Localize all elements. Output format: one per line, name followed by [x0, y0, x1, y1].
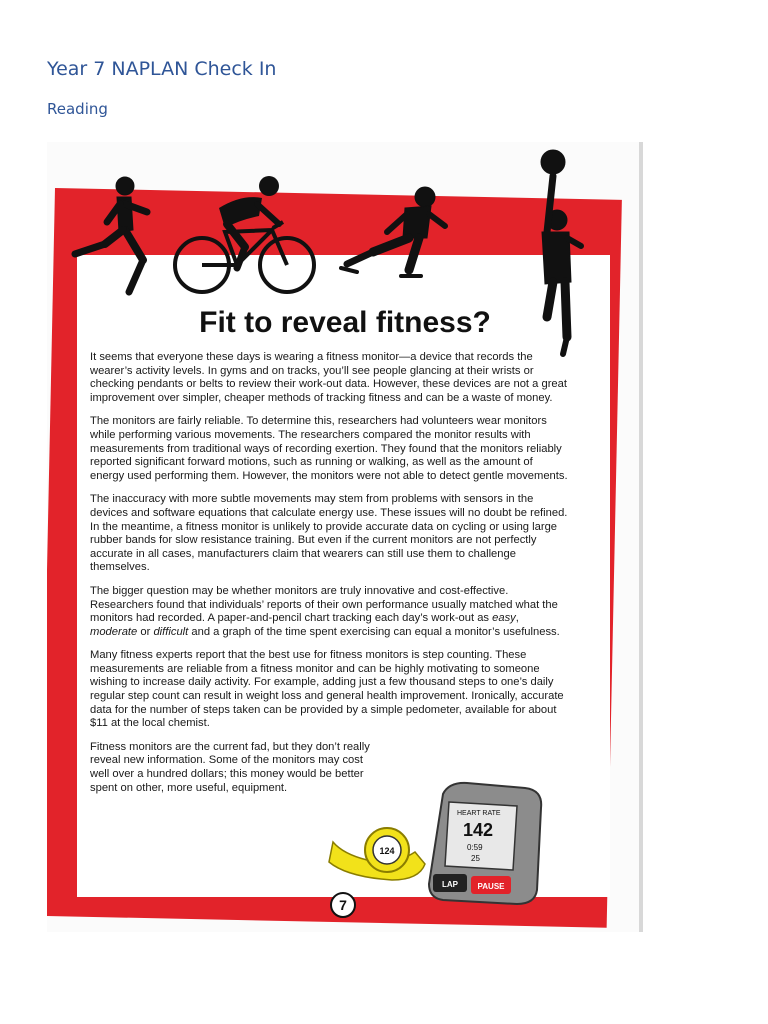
monitor-heart-rate: 142 [463, 820, 494, 840]
paragraph-2: The monitors are fairly reliable. To determine this, researchers had volunteers wear monitors while performing various movements. The researchers compared the monitor results with measurements from traditional ways of recording exertion. They found that the monitors reliably reported significant forward motions, such as running or walking, as well as the amount of energy used performing them. However, the monitors were not able to detect gentle movements. [90, 415, 568, 482]
emphasis-easy: easy [492, 612, 516, 625]
emphasis-moderate: moderate [90, 625, 138, 638]
monitor-line-1: 0:59 [467, 843, 483, 852]
lap-button-label: LAP [442, 880, 458, 889]
fitness-devices [47, 142, 643, 932]
wrist-watch-illustration [329, 828, 425, 880]
monitor-screen-label: HEART RATE [457, 810, 501, 817]
paragraph-1: It seems that everyone these days is wearing a fitness monitor—a device that records the wearer’s activity levels. In gyms and on tracks, you’ll see people glancing at their wrists or checking pendants or belts to review their work-out data. However, these devices are not a great improvement over simpler, cheaper methods of tracking fitness and can be a waste of money. [90, 351, 567, 404]
scanned-page [47, 142, 643, 932]
paragraph-4-or: or [137, 625, 154, 638]
emphasis-difficult: difficult [153, 625, 189, 638]
pause-button-label: PAUSE [477, 882, 505, 891]
document-subtitle: Reading [47, 100, 108, 118]
article-heading: Fit to reveal fitness? [199, 306, 491, 339]
page-number: 7 [330, 892, 356, 918]
paragraph-4-comma: , [515, 612, 519, 625]
paragraph-4-text-a: The bigger question may be whether monitors are truly innovative and cost-effective. Researchers found that individuals’ reports of their own performance usually matched what the monitors had recorded. A paper-and-pencil chart tracking each day’s work-out as [90, 584, 558, 625]
watch-reading: 124 [379, 846, 395, 856]
paragraph-4-text-b: and a graph of the time spent exercising can equal a monitor’s usefulness. [188, 625, 560, 638]
paragraph-3: The inaccuracy with more subtle movements may stem from problems with sensors in the devices and software equations that calculate energy use. These issues will no doubt be refined. In the meantime, a fitness monitor is unlikely to provide accurate data on cycling or using large rubber bands for slow resistance training. But even if the current monitors are not perfectly accurate in all cases, manufacturers claim that wearers can still use them to challenge themselves. [90, 493, 568, 574]
paragraph-5: Many fitness experts report that the best use for fitness monitors is step counting. These measurements are reliable from a fitness monitor and can be highly motivating to someone wishing to increase daily activity. For example, adding just a few thousand steps to one’s daily regular step count can result in weight loss and general health improvement. Ironically, accurate data for the number of steps taken can be provided by a simple pedometer, available for about $11 at the local chemist. [90, 649, 564, 730]
paragraph-6: Fitness monitors are the current fad, but they don’t really reveal new information. Some of the monitors may cost well over a hundred dollars; this money would be better spent on other, more useful, equipment. [90, 740, 370, 794]
heart-rate-monitor-illustration [429, 783, 541, 904]
document-title: Year 7 NAPLAN Check In [47, 58, 277, 80]
monitor-line-2: 25 [471, 854, 480, 863]
